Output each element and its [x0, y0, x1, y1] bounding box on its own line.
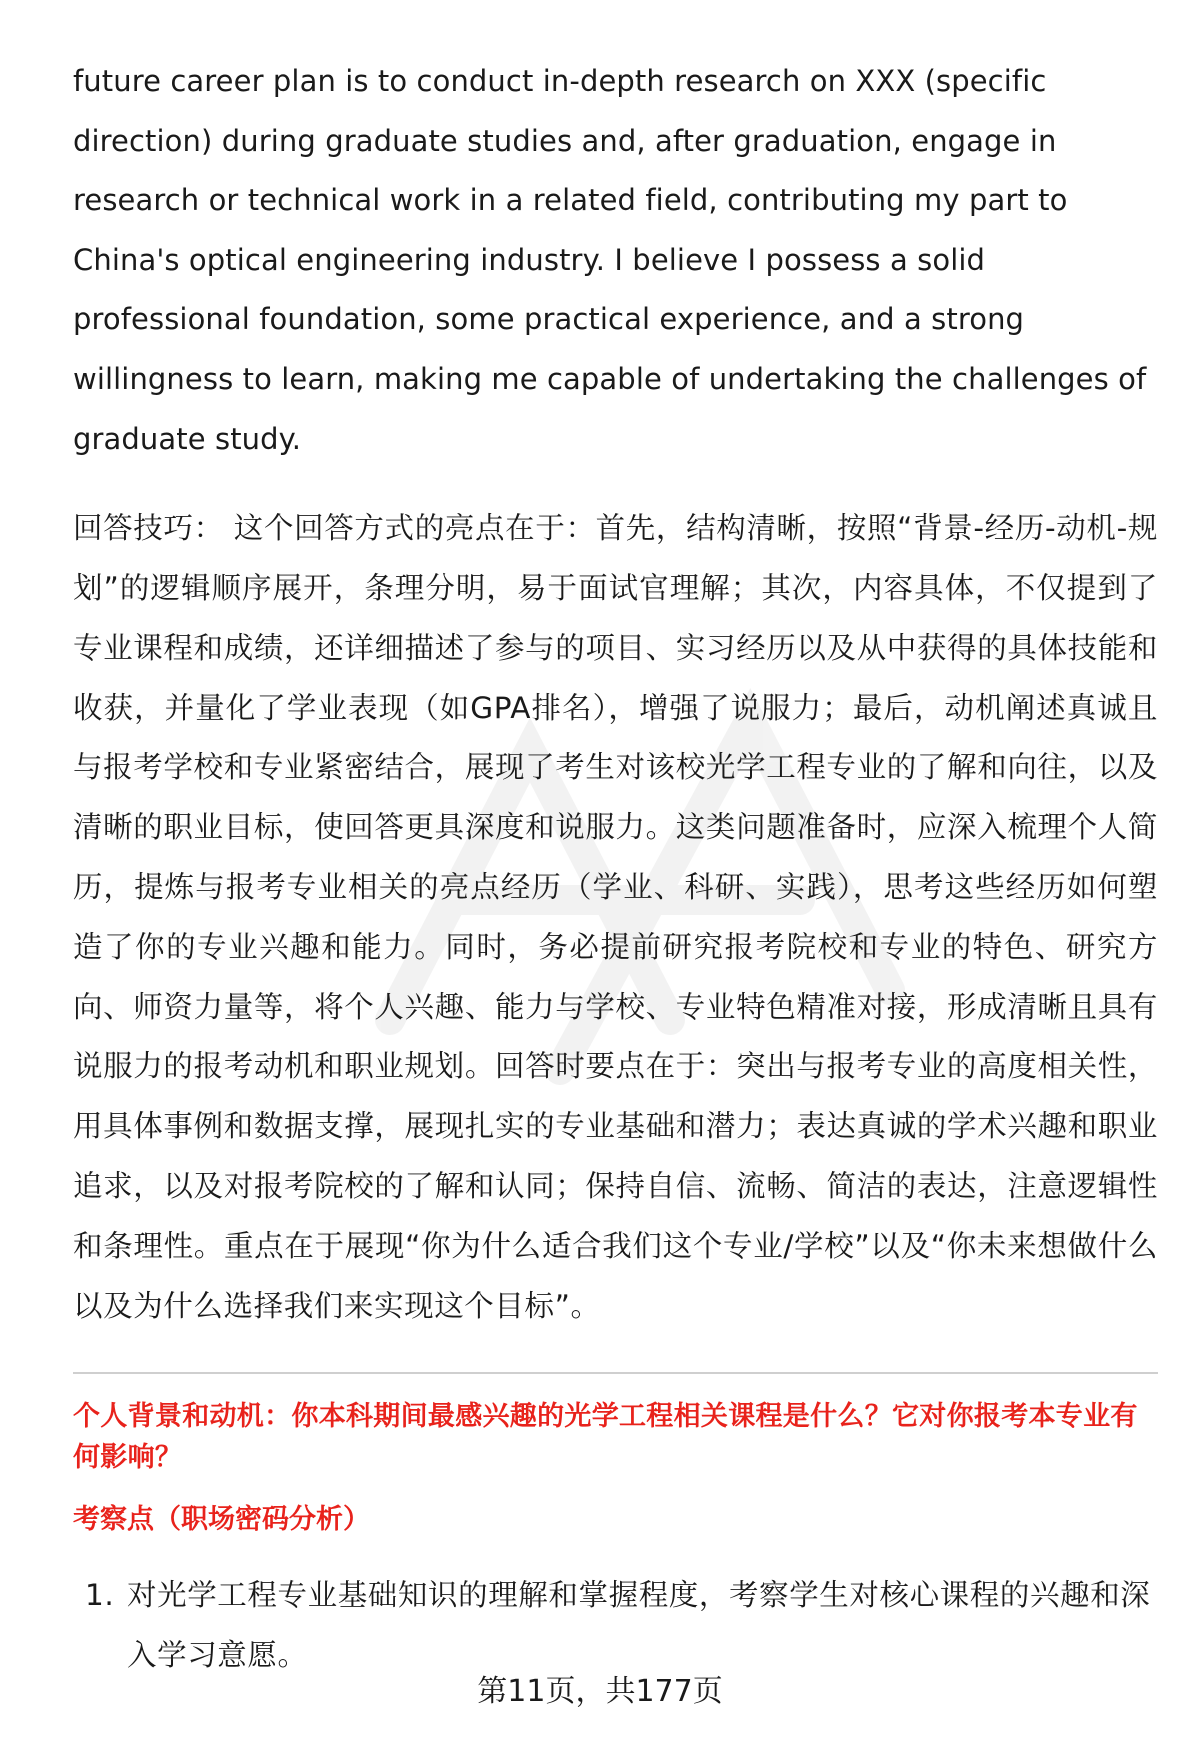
- list-item: [73, 1566, 1158, 1686]
- answer-tips-label: 回答技巧：: [73, 511, 224, 546]
- answer-tips-paragraph: [73, 499, 1158, 1336]
- list-item-number: 1.: [85, 1578, 115, 1613]
- section-divider: [73, 1372, 1158, 1374]
- answer-tips-text: 这个回答方式的亮点在于：首先，结构清晰，按照“背景-经历-动机-规划”的逻辑顺序展开，条理分明，易于面试官理解；其次，内容具体，不仅提到了专业课程和成绩，还详细描述了参与的项目、实习经历以及从中获得的具体技能和收获，并量化了学业表现（如GPA排名），增强了说服力；最后，动机阐述真诚且与报考学校和专业紧密结合，展现了考生对该校光学工程专业的了解和向往，以及清晰的职业目标，使回答更具深度和说服力。这类问题准备时，应深入梳理个人简历，提炼与报考专业相关的亮点经历（学业、科研、实践），思考这些经历如何塑造了你的专业兴趣和能力。同时，务必提前研究报考院校和专业的特色、研究方向、师资力量等，将个人兴趣、能力与学校、专业特色精准对接，形成清晰且具有说服力的报考动机和职业规划。回答时要点在于：突出与报考专业的高度相关性，用具体事例和数据支撑，展现扎实的专业基础和潜力；表达真诚的学术兴趣和职业追求，以及对报考院校的了解和认同；保持自信、流畅、简洁的表达，注意逻辑性和条理性。重点在于展现“你为什么适合我们这个专业/学校”以及“你未来想做什么以及为什么选择我们来实现这个目标”。: [73, 511, 1158, 1323]
- examination-points-heading: 考察点（职场密码分析）: [73, 1504, 370, 1536]
- document-page: [73, 52, 1158, 1686]
- list-item-text: 对光学工程专业基础知识的理解和掌握程度，考察学生对核心课程的兴趣和深入学习意愿。: [127, 1578, 1151, 1673]
- page-number-footer: 第11页，共177页: [477, 1674, 723, 1709]
- next-question-heading: 个人背景和动机：你本科期间最感兴趣的光学工程相关课程是什么？它对你报考本专业有何影响？: [73, 1401, 1138, 1474]
- answer-english-paragraph: future career plan is to conduct in-depth research on XXX (specific direction) during graduate studies and, after graduation, engage in research or technical work in a related field, contributing my part to China's optical engineering industry. I believe I possess a solid professional foundation, some practical experience, and a strong willingness to learn, making me capable of undertaking the challenges of graduate study.: [73, 64, 1147, 456]
